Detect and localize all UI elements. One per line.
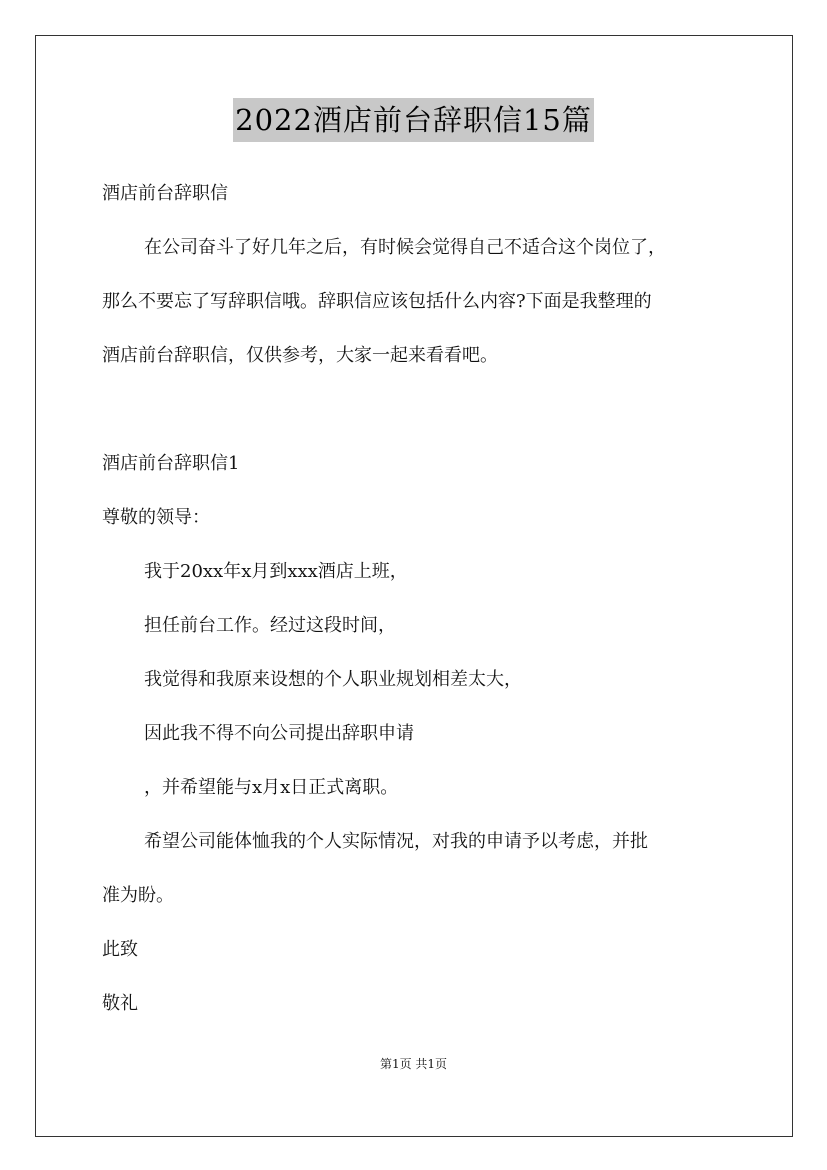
intro-line-2: 那么不要忘了写辞职信哦。辞职信应该包括什么内容?下面是我整理的 <box>102 291 652 312</box>
body-line-4: 因此我不得不向公司提出辞职申请 <box>144 723 414 744</box>
body-line-3: 我觉得和我原来设想的个人职业规划相差太大， <box>144 669 522 690</box>
document-title: 2022酒店前台辞职信15篇 <box>233 98 594 142</box>
page-footer: 第1页 共1页 <box>379 1057 448 1071</box>
closing-para-line-1: 希望公司能体恤我的个人实际情况，对我的申请予以考虑，并批 <box>144 831 648 852</box>
closing-ci-zhi: 此致 <box>102 939 138 960</box>
closing-jing-li: 敬礼 <box>102 993 138 1014</box>
section-heading: 酒店前台辞职信 <box>102 183 228 204</box>
letter-heading: 酒店前台辞职信1 <box>102 453 240 474</box>
salutation: 尊敬的领导： <box>102 507 210 528</box>
intro-line-1: 在公司奋斗了好几年之后，有时候会觉得自己不适合这个岗位了， <box>144 237 666 258</box>
body-line-5: ，并希望能与x月x日正式离职。 <box>144 777 399 798</box>
body-line-1: 我于20xx年x月到xxx酒店上班， <box>144 561 408 582</box>
body-line-2: 担任前台工作。经过这段时间， <box>144 615 396 636</box>
title-container <box>0 98 827 142</box>
intro-line-3: 酒店前台辞职信，仅供参考，大家一起来看看吧。 <box>102 345 498 366</box>
closing-para-line-2: 准为盼。 <box>102 885 174 906</box>
